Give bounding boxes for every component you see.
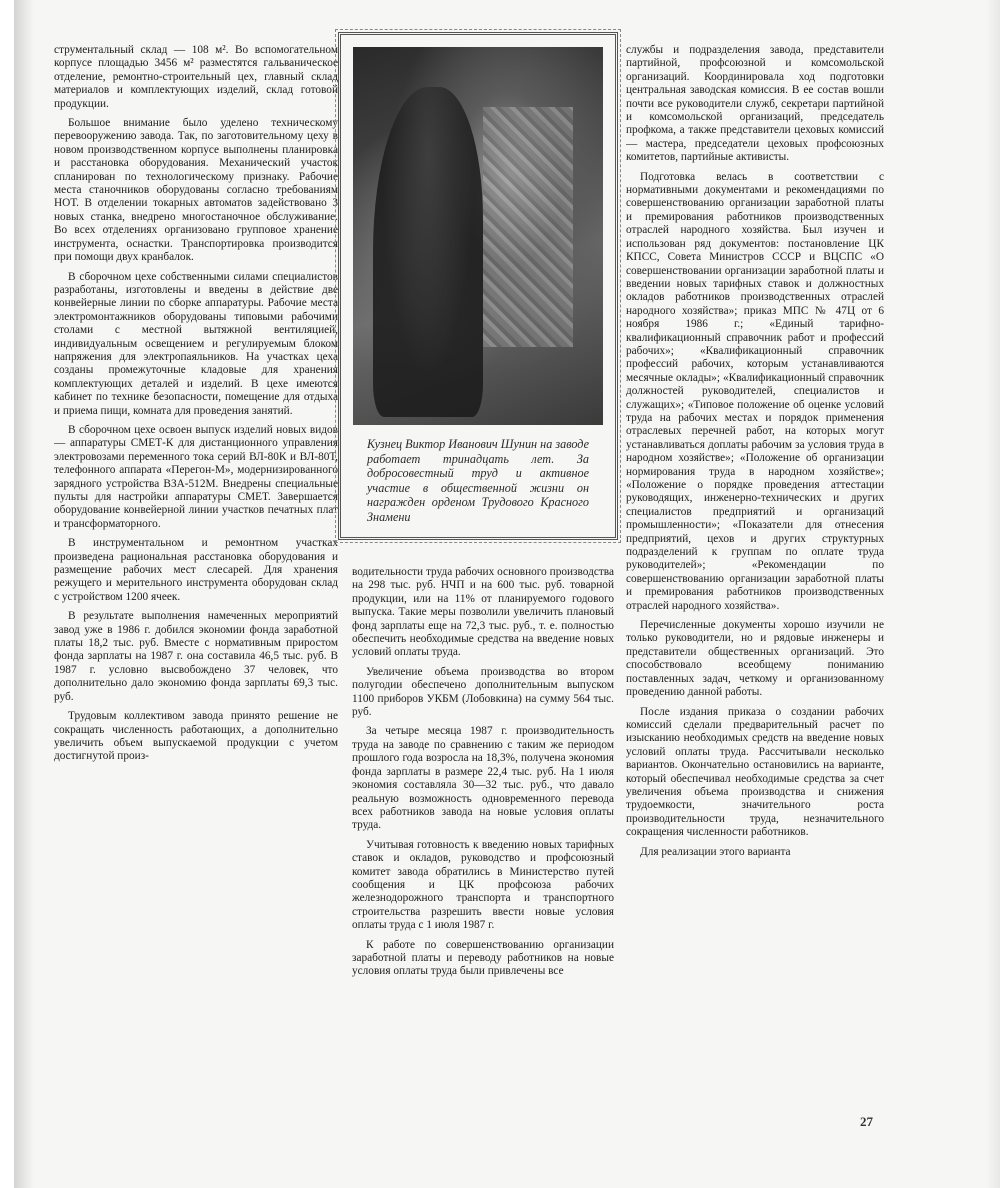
photo-frame: [338, 32, 618, 540]
paragraph: Подготовка велась в соответствии с нормативными документами и рекомендациями по совершенствованию организации заработной платы и премирования работников производственных отраслей народного хозяйства. Был изучен и использован ряд документов: постановление ЦК КПСС, Совета Министров СССР и ВЦСПС «О совершенствовании организации заработной платы и введении новых тарифных ставок и должностных окладов работников производственных отраслей народного хозяйства»; приказ МПС № 47Ц от 6 ноября 1986 г.; «Единый тарифно-квалификационный справочник работ и профессий рабочих»; «Квалификационный справочник профессий рабочих, которым устанавливаются месячные оклады»; «Квалификационный справочник должностей руководителей, специалистов и служащих»; «Типовое положение об оценке условий труда на рабочих местах и порядок применения отраслевых перечней работ, на которых могут устанавливаться доплаты рабочим за условия труда в народном хозяйстве»; «Положение об организации нормирования труда в народном хозяйстве»; «Положение о порядке проведения аттестации руководящих, инженерно-технических и других специалистов предприятий и организаций промышленности»; «Показатели для отнесения предприятий, цехов и других структурных подразделений к группам по оплате труда руководителей»; «Рекомендации по совершенствованию организации заработной платы и премирования работников производственных отраслей народного хозяйства».: [626, 170, 884, 612]
paragraph: службы и подразделения завода, представители партийной, профсоюзной и комсомольской организаций. Координировала ход подготовки центральная заводская комиссия. В ее состав вошли почти все руководители служб, секретари партийной и комсомольской организаций, председатель профкома, а также представители цеховых комиссий — мастера, председатели цеховых профсоюзных комитетов, партийные активисты.: [626, 44, 884, 164]
paragraph: Увеличение объема производства во втором полугодии обеспечено дополнительным выпуском 1100 приборов УКБМ (Лобовкина) на сумму 564 тыс. руб.: [352, 665, 614, 719]
page-number: 27: [860, 1114, 873, 1129]
photo-blacksmith: [353, 47, 603, 425]
paragraph: Для реализации этого варианта: [640, 845, 791, 858]
photo-figure: [373, 87, 483, 417]
paragraph: За четыре месяца 1987 г. производительность труда на заводе по сравнению с таким же периодом прошлого года возросла на 18,3%, получена экономия фонда зарплаты в размере 22,4 тыс. руб. На 1 июля экономия составляла 30—32 тыс. руб., что давало реальную возможность одновременного перевода всех работников завода на новые условия оплаты труда.: [352, 725, 614, 832]
page-edge-shadow: [14, 0, 34, 1188]
paragraph: К работе по совершенствованию организации заработной платы и переводу работников на новые условия оплаты труда были привлечены все: [352, 938, 614, 978]
photo-highlight: [483, 107, 573, 347]
paragraph: В сборочном цехе собственными силами специалистов разработаны, изготовлены и введены в действие две конвейерные линии по сборке аппаратуры. Рабочие места электромонтажников оборудованы типовыми рабочими столами с местной вытяжной вентиляцией, индивидуальным освещением и регулируемым блоком напряжения для электропаяльников. На участках цеха созданы промежуточные кладовые для хранения комплектующих деталей и изделий. В цехе имеются кабинет по технике безопасности, помещение для отдыха и приема пищи, комната для проведения занятий.: [54, 270, 338, 417]
paragraph: Перечисленные документы хорошо изучили не только руководители, но и рядовые инженеры и представители общественных организаций. Это способствовало всеобщему пониманию поставленных задач, четкому и организованному проведению данной работы.: [626, 619, 884, 699]
page-edge-right: [986, 0, 1000, 1188]
paragraph: Большое внимание было уделено техническому перевооружению завода. Так, по заготовительному цеху в новом производственном корпусе выполнены планировка и расстановка оборудования. Механический участок спланирован по технологическому признаку. Рабочие места станочников оборудованы согласно требованиям НОТ. В отделении токарных автоматов задействовано 3 новых станка, внедрено многостаночное обслуживание. Во всех отделениях организовано групповое хранение инструмента, оснастки. Транспортировка производится при помощи двух кранбалок.: [54, 117, 338, 264]
paragraph: В результате выполнения намеченных мероприятий завод уже в 1986 г. добился экономии фонда заработной платы 18,2 тыс. руб. Вместе с нормативным приростом фонда зарплаты на 1987 г. она составила 46,5 тыс. руб. В 1987 г. условно высвобождено 37 человек, что дополнительно дало экономию фонда зарплаты 69,3 тыс. руб.: [54, 610, 338, 703]
text-column-3: [626, 44, 884, 1114]
text-column-2: [352, 566, 614, 1106]
paragraph: струментальный склад — 108 м². Во вспомогательном корпусе площадью 3456 м² разместятся гальваническое отделение, ремонтно-строительный цех, главный склад материалов и комплектующих изделий, склад готовой продукции.: [54, 44, 338, 110]
paragraph: В инструментальном и ремонтном участках произведена рациональная расстановка оборудования и размещение рабочих мест слесарей. Для хранения режущего и мерительного инструмента оборудован склад с устройством 1200 ячеек.: [54, 537, 338, 603]
paragraph: После издания приказа о создании рабочих комиссий сделали предварительный расчет по изысканию необходимых средств на введение новых условий оплаты труда. Рассчитывали несколько вариантов. Окончательно остановились на варианте, который обеспечивал необходимые средства за счет увеличения объема производства и снижения трудоемкости, значительного роста производительности труда, незначительного сокращения численности работников.: [626, 705, 884, 839]
paragraph: Трудовым коллективом завода принято решение не сокращать численность работающих, а дополнительно увеличить объем выпускаемой продукции с учетом достигнутой произ-: [54, 710, 338, 763]
paragraph: водительности труда рабочих основного производства на 298 тыс. руб. НЧП и на 600 тыс. руб. товарной продукции, или на 11% от планируемого годового выпуска. Такие меры позволили увеличить плановый фонд зарплаты еще на 72,3 тыс. руб., т. е. полностью обеспечить необходимые средства на введение новых условий оплаты труда.: [352, 566, 614, 659]
paragraph: В сборочном цехе освоен выпуск изделий новых видов — аппаратуры СМЕТ-К для дистанционного управления электровозами переменного тока серий ВЛ-80К и ВЛ-80Т, телефонного аппарата «Перегон-М», модернизированного зарядного устройства ВЗА-512М. Внедрены специальные пульты для настройки аппаратуры СМЕТ. Завершается оборудование конвейерной линии участков печатных плат и трансформаторного.: [54, 423, 338, 530]
magazine-page: [14, 0, 1000, 1188]
text-column-1: [54, 44, 338, 1114]
photo-caption: Кузнец Виктор Иванович Шунин на заводе работает тринадцать лет. За добросовестный труд и активное участие в общественной жизни он награжден орденом Трудового Красного Знамени: [367, 437, 589, 524]
paragraph: Учитывая готовность к введению новых тарифных ставок и окладов, руководство и профсоюзный комитет завода обратились в Министерство путей сообщения и ЦК профсоюза рабочих железнодорожного транспорта и транспортного строительства разрешить ввести новые условия оплаты труда с 1 июля 1987 г.: [352, 838, 614, 932]
